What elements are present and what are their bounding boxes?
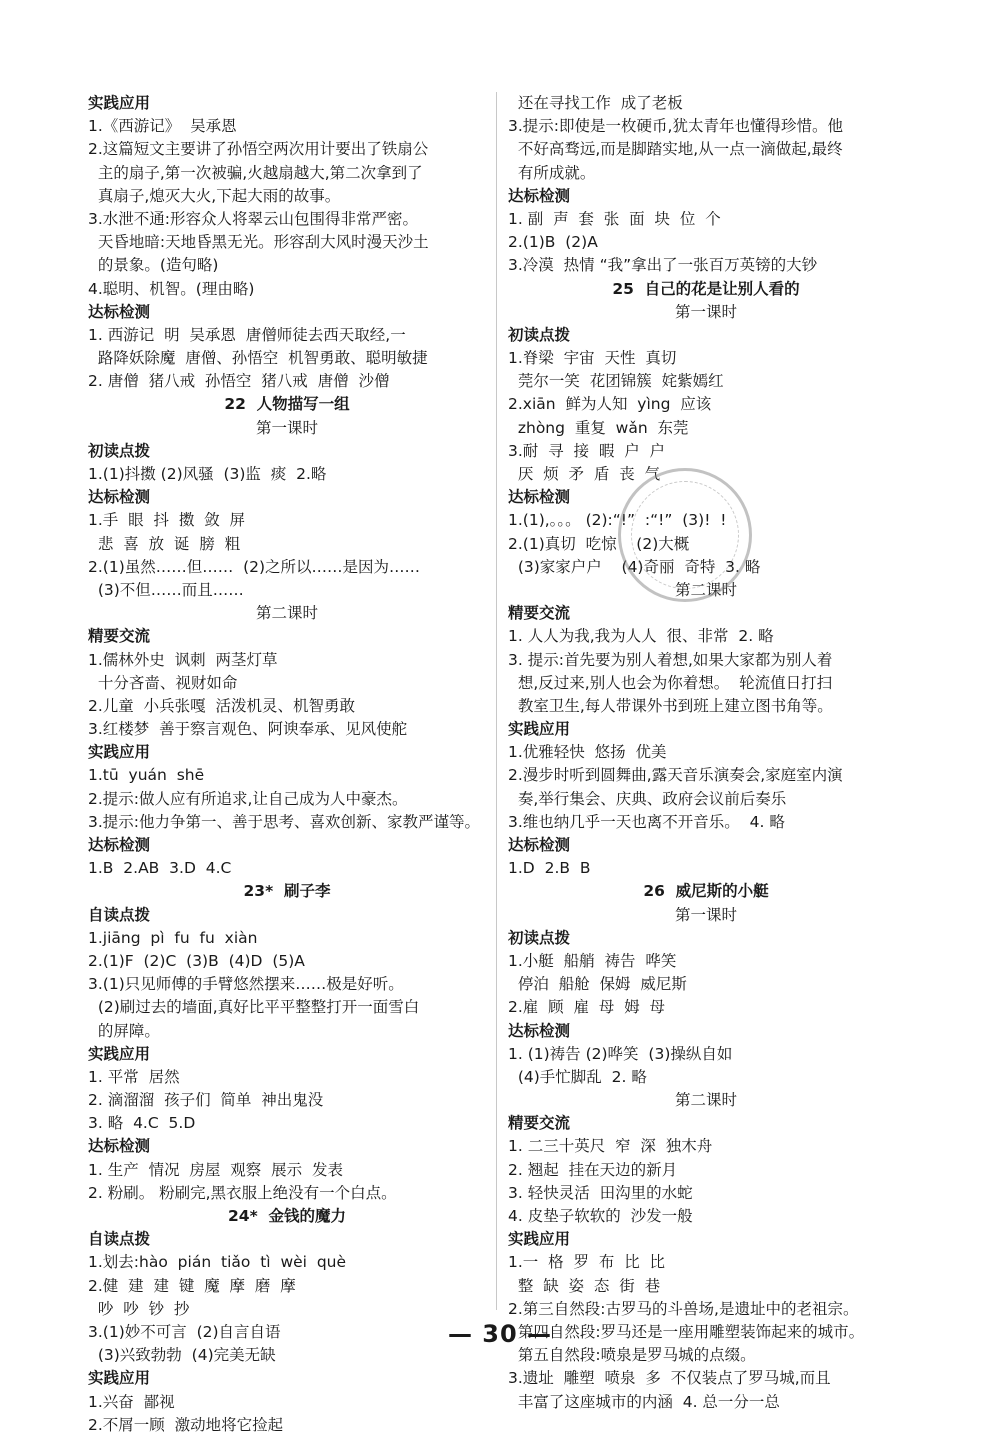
lesson-subtitle: 第二课时 (674, 1091, 737, 1110)
answer-line: 2. 粉刷。 粉刷完,黑衣服上绝没有一个白点。 (88, 1183, 397, 1202)
section-heading: 初读点拨 (88, 441, 151, 460)
answer-line: 停泊 船舱 保姆 威尼斯 (508, 975, 687, 994)
answer-line: 还在寻找工作 成了老板 (508, 94, 683, 112)
answer-line: 3. 轻快灵活 田沟里的水蛇 (508, 1183, 693, 1202)
answer-line: 1. 二三十英尺 窄 深 独木舟 (508, 1137, 713, 1156)
answer-line: 十分吝啬、视财如命 (88, 673, 238, 692)
answer-line: 3.红楼梦 善于察言观色、阿谀奉承、见风使舵 (88, 720, 408, 739)
section-heading: 实践应用 (88, 1369, 151, 1388)
answer-line: 1. 平常 居然 (88, 1067, 180, 1086)
answer-line: 2.xiān 鲜为人知 yìng 应该 (508, 395, 712, 414)
section-heading: 达标检测 (508, 836, 571, 854)
answer-line: 3. 略 4.C 5.D (88, 1114, 196, 1133)
answer-line: 的屏障。 (88, 1021, 160, 1040)
section-heading: 达标检测 (88, 1137, 151, 1156)
answer-line: 1. 生产 情况 房屋 观察 展示 发表 (88, 1160, 343, 1179)
section-heading: 实践应用 (88, 1044, 151, 1063)
answer-line: 2.(1)虽然……但…… (2)之所以……是因为…… (88, 557, 421, 576)
lesson-title: 23* 刷子李 (243, 882, 331, 901)
answer-line: 1.优雅轻快 悠扬 优美 (508, 743, 667, 762)
answer-line: 第四自然段:罗马还是一座用雕塑装饰起来的城市。 (508, 1322, 865, 1341)
answer-line: 整 缺 姿 态 街 巷 (508, 1276, 661, 1295)
answer-line: 1.小艇 船艄 祷告 哗笑 (508, 951, 677, 970)
section-heading: 达标检测 (508, 488, 571, 507)
answer-line: 2. 翘起 挂在天边的新月 (508, 1160, 678, 1179)
answer-line: 3.提示:即使是一枚硬币,犹太青年也懂得珍惜。他 (508, 117, 843, 136)
answer-line: 1.划去:hào pián tiǎo tì wèi què (88, 1253, 347, 1272)
lesson-title: 25 自己的花是让别人看的 (612, 279, 800, 298)
answer-line: 路降妖除魔 唐僧、孙悟空 机智勇敢、聪明敏捷 (88, 349, 428, 368)
section-heading: 达标检测 (88, 488, 151, 507)
left-column (88, 92, 486, 1437)
section-heading: 实践应用 (88, 94, 151, 112)
answer-line: 1.D 2.B B (508, 859, 591, 878)
answer-line: 2.(1)真切 吃惊 (2)大概 (508, 534, 690, 553)
section-heading: 自读点拨 (88, 905, 151, 924)
answer-line: 3.耐 寻 接 暇 户 户 (508, 441, 666, 460)
answer-line: 1.脊梁 宇宙 天性 真切 (508, 349, 677, 368)
answer-line: zhòng 重复 wǎn 东莞 (508, 418, 689, 437)
answer-line: 丰富了这座城市的内涵 4. 总一分一总 (508, 1392, 780, 1411)
answer-line: 1.一 格 罗 布 比 比 (508, 1253, 666, 1272)
section-heading: 实践应用 (508, 1230, 571, 1249)
answer-line: 真扇子,熄灭大火,下起大雨的故事。 (88, 186, 341, 205)
answer-line: 有所成就。 (508, 163, 596, 182)
answer-line: 奏,举行集会、庆典、政府会议前后奏乐 (508, 789, 787, 808)
section-heading: 实践应用 (88, 743, 151, 762)
answer-line: 3.遗址 雕塑 喷泉 多 不仅装点了罗马城,而且 (508, 1369, 831, 1388)
answer-line: (3)兴致勃勃 (4)完美无缺 (88, 1346, 276, 1365)
answer-line: 1.B 2.AB 3.D 4.C (88, 859, 232, 878)
answer-line: 1.手 眼 抖 擞 敛 屏 (88, 511, 246, 530)
answer-line: 1.兴奋 鄙视 (88, 1392, 175, 1411)
lesson-subtitle: 第一课时 (255, 418, 318, 437)
answer-line: 吵 吵 钞 抄 (88, 1299, 190, 1318)
answer-line: 2.健 建 建 键 魔 摩 磨 摩 (88, 1276, 296, 1295)
answer-line: 3.冷漠 热情 “我”拿出了一张百万英镑的大钞 (508, 256, 818, 275)
answer-line: 1. 人人为我,我为人人 很、非常 2. 略 (508, 627, 774, 646)
section-heading: 初读点拨 (508, 325, 571, 344)
section-heading: 达标检测 (508, 186, 571, 205)
answer-line: 1.儒林外史 讽刺 两茎灯草 (88, 650, 278, 669)
answer-line: 2.雇 顾 雇 母 姆 母 (508, 998, 666, 1017)
column-divider (496, 92, 497, 1310)
answer-line: 1. (1)祷告 (2)哗笑 (3)操纵自如 (508, 1044, 733, 1063)
answer-line: 2.不屑一顾 激动地将它捡起 (88, 1415, 284, 1434)
lesson-title: 22 人物描写一组 (224, 395, 350, 414)
answer-line: 4. 皮垫子软软的 沙发一般 (508, 1207, 693, 1225)
answer-line: 3.维也纳几乎一天也离不开音乐。 4. 略 (508, 812, 785, 831)
answer-line: 2.(1)F (2)C (3)B (4)D (5)A (88, 951, 305, 970)
answer-line: 1.(1)抖擞 (2)风骚 (3)监 痰 2.略 (88, 465, 327, 483)
lesson-subtitle: 第一课时 (674, 905, 737, 924)
answer-line: 2.(1)B (2)A (508, 233, 598, 252)
answer-line: 教室卫生,每人带课外书到班上建立图书角等。 (508, 696, 833, 715)
section-heading: 精要交流 (508, 1114, 571, 1133)
answer-line: 的景象。(造句略) (88, 256, 219, 275)
answer-line: 第五自然段:喷泉是罗马城的点缀。 (508, 1346, 756, 1365)
section-heading: 达标检测 (508, 1021, 571, 1040)
answer-line: 3.提示:他力争第一、善于思考、喜欢创新、家教严谨等。 (88, 812, 481, 831)
lesson-subtitle: 第二课时 (674, 580, 737, 599)
answer-line: (3)家家户户 (4)奇丽 奇特 3. 略 (508, 557, 761, 576)
answer-line: 主的扇子,第一次被骗,火越扇越大,第二次拿到了 (88, 163, 423, 182)
section-heading: 自读点拨 (88, 1230, 151, 1249)
lesson-title: 24* 金钱的魔力 (228, 1207, 346, 1225)
answer-line: 1.tū yuán shē (88, 766, 205, 785)
answer-line: 3.(1)妙不可言 (2)自言自语 (88, 1322, 281, 1341)
page-number: — 30 — (447, 1320, 553, 1348)
answer-line: 3.水泄不通:形容众人将翠云山包围得非常严密。 (88, 209, 419, 228)
section-heading: 初读点拨 (508, 928, 571, 947)
answer-line: 4.聪明、机智。(理由略) (88, 279, 255, 298)
section-heading: 精要交流 (508, 604, 571, 623)
answer-line: 2.第三自然段:古罗马的斗兽场,是遗址中的老祖宗。 (508, 1299, 859, 1318)
answer-line: (2)刷过去的墙面,真好比平平整整打开一面雪白 (88, 998, 420, 1017)
answer-line: 2.漫步时听到圆舞曲,露天音乐演奏会,家庭室内演 (508, 766, 843, 785)
answer-line: 1.《西游记》 吴承恩 (88, 117, 237, 136)
answer-line: 3. 提示:首先要为别人着想,如果大家都为别人着 (508, 650, 833, 669)
section-heading: 达标检测 (88, 836, 151, 854)
answer-line: 1. 副 声 套 张 面 块 位 个 (508, 209, 721, 228)
section-heading: 实践应用 (508, 720, 571, 739)
answer-line: 2.儿童 小兵张嘎 活泼机灵、机智勇敢 (88, 696, 355, 715)
answer-line: 2. 唐僧 猪八戒 孙悟空 猪八戒 唐僧 沙僧 (88, 372, 390, 391)
answer-line: 莞尔一笑 花团锦簇 姹紫嫣红 (508, 372, 724, 391)
right-column (508, 92, 904, 1414)
lesson-title: 26 威尼斯的小艇 (643, 882, 769, 901)
answer-line: (3)不但……而且…… (88, 580, 244, 599)
answer-line: 1.jiāng pì fu fu xiàn (88, 928, 258, 947)
answer-line: 天昏地暗:天地昏黑无光。形容刮大风时漫天沙土 (88, 233, 429, 252)
answer-line: 1. 西游记 明 吴承恩 唐僧师徒去西天取经,一 (88, 325, 406, 344)
section-heading: 精要交流 (88, 627, 151, 646)
answer-line: (4)手忙脚乱 2. 略 (508, 1067, 647, 1086)
answer-line: 3.(1)只见师傅的手臂悠然摆来……极是好听。 (88, 975, 404, 994)
lesson-subtitle: 第二课时 (255, 604, 318, 623)
answer-line: 2.这篇短文主要讲了孙悟空两次用计要出了铁扇公 (88, 140, 429, 159)
answer-line: 1.(1),。。。 (2):“!” :“!” (3)! ! (508, 511, 727, 530)
answer-line: 厌 烦 矛 盾 丧 气 (508, 465, 661, 483)
lesson-subtitle: 第一课时 (674, 302, 737, 321)
answer-line: 想,反过来,别人也会为你着想。 轮流值日打扫 (508, 673, 833, 692)
answer-line: 2. 滴溜溜 孩子们 简单 神出鬼没 (88, 1091, 324, 1110)
answer-line: 不好高骛远,而是脚踏实地,从一点一滴做起,最终 (508, 140, 843, 159)
answer-line: 2.提示:做人应有所追求,让自己成为人中豪杰。 (88, 789, 408, 808)
section-heading: 达标检测 (88, 302, 151, 321)
answer-line: 悲 喜 放 诞 膀 粗 (88, 534, 241, 553)
